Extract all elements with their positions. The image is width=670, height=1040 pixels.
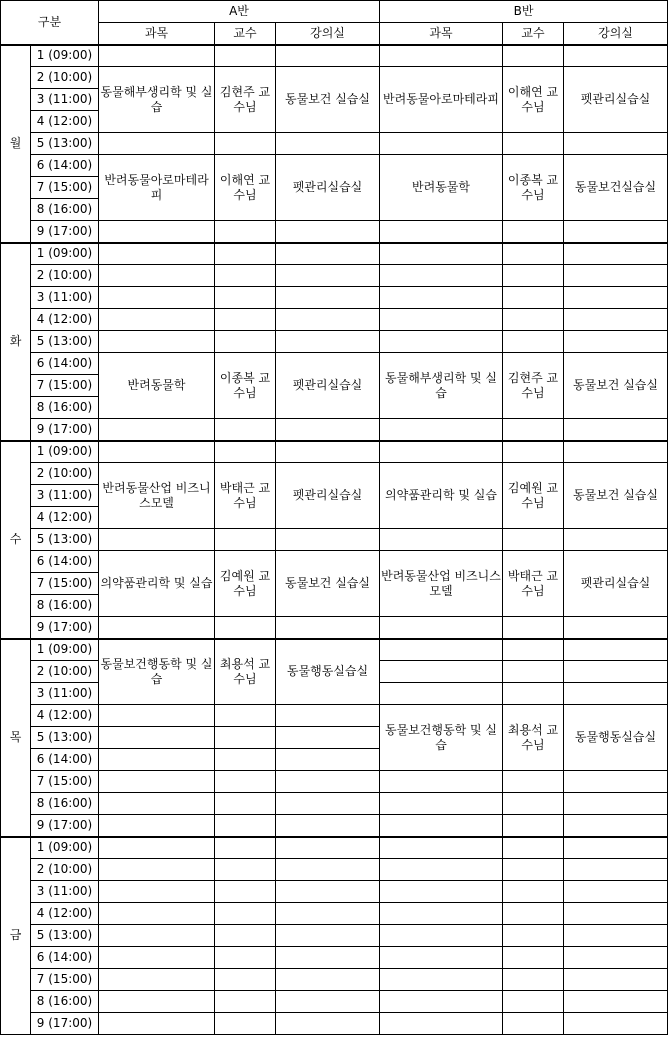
b-professor-cell: 김예원 교수님 xyxy=(503,463,564,529)
time-slot-label: 9 (17:00) xyxy=(31,617,99,639)
b-empty-cell xyxy=(503,947,564,969)
b-subject-cell: 동물보건행동학 및 실습 xyxy=(380,705,503,771)
b-subject-header: 과목 xyxy=(380,23,503,45)
a-subject-cell: 반려동물아로마테라피 xyxy=(99,155,215,221)
a-empty-cell xyxy=(99,881,215,903)
b-empty-cell xyxy=(380,265,503,287)
header-row-columns xyxy=(1,23,668,45)
a-empty-cell xyxy=(276,991,380,1013)
time-slot-label: 6 (14:00) xyxy=(31,155,99,177)
b-room-cell: 동물보건실습실 xyxy=(564,155,668,221)
time-slot-label: 2 (10:00) xyxy=(31,463,99,485)
b-room-cell: 동물보건 실습실 xyxy=(564,463,668,529)
b-empty-cell xyxy=(503,133,564,155)
b-empty-cell xyxy=(564,287,668,309)
a-empty-cell xyxy=(276,837,380,859)
a-empty-cell xyxy=(276,243,380,265)
table-row xyxy=(1,155,668,177)
b-empty-cell xyxy=(564,969,668,991)
b-empty-cell xyxy=(503,771,564,793)
b-empty-cell xyxy=(564,1013,668,1035)
b-empty-cell xyxy=(564,45,668,67)
a-empty-cell xyxy=(276,969,380,991)
table-row xyxy=(1,243,668,265)
table-row xyxy=(1,771,668,793)
b-empty-cell xyxy=(380,969,503,991)
a-empty-cell xyxy=(99,727,215,749)
a-empty-cell xyxy=(276,221,380,243)
a-empty-cell xyxy=(215,771,276,793)
b-empty-cell xyxy=(564,133,668,155)
time-slot-label: 7 (15:00) xyxy=(31,375,99,397)
time-slot-label: 9 (17:00) xyxy=(31,1013,99,1035)
table-row xyxy=(1,617,668,639)
time-slot-label: 4 (12:00) xyxy=(31,111,99,133)
b-empty-cell xyxy=(564,221,668,243)
b-empty-cell xyxy=(503,287,564,309)
a-subject-header: 과목 xyxy=(99,23,215,45)
a-empty-cell xyxy=(276,133,380,155)
a-empty-cell xyxy=(276,903,380,925)
b-empty-cell xyxy=(564,815,668,837)
b-empty-cell xyxy=(564,991,668,1013)
b-subject-cell: 반려동물아로마테라피 xyxy=(380,67,503,133)
table-row xyxy=(1,837,668,859)
a-empty-cell xyxy=(215,793,276,815)
a-empty-cell xyxy=(215,837,276,859)
time-slot-label: 7 (15:00) xyxy=(31,177,99,199)
b-empty-cell xyxy=(503,419,564,441)
b-empty-cell xyxy=(564,309,668,331)
table-row xyxy=(1,67,668,89)
b-professor-cell: 박태근 교수님 xyxy=(503,551,564,617)
a-empty-cell xyxy=(215,287,276,309)
table-row xyxy=(1,287,668,309)
time-slot-label: 5 (13:00) xyxy=(31,331,99,353)
a-empty-cell xyxy=(215,243,276,265)
b-empty-cell xyxy=(503,903,564,925)
b-empty-cell xyxy=(503,837,564,859)
a-empty-cell xyxy=(99,309,215,331)
a-empty-cell xyxy=(99,441,215,463)
b-empty-cell xyxy=(380,441,503,463)
a-empty-cell xyxy=(215,749,276,771)
time-slot-label: 6 (14:00) xyxy=(31,353,99,375)
a-empty-cell xyxy=(276,727,380,749)
time-slot-label: 9 (17:00) xyxy=(31,815,99,837)
b-empty-cell xyxy=(503,309,564,331)
a-empty-cell xyxy=(99,837,215,859)
b-subject-cell: 동물해부생리학 및 실습 xyxy=(380,353,503,419)
table-row xyxy=(1,815,668,837)
a-empty-cell xyxy=(215,529,276,551)
time-slot-label: 4 (12:00) xyxy=(31,705,99,727)
a-empty-cell xyxy=(99,925,215,947)
a-empty-cell xyxy=(99,617,215,639)
a-empty-cell xyxy=(215,859,276,881)
b-empty-cell xyxy=(380,639,503,661)
time-slot-label: 9 (17:00) xyxy=(31,419,99,441)
b-empty-cell xyxy=(564,661,668,683)
b-empty-cell xyxy=(380,287,503,309)
table-row xyxy=(1,529,668,551)
b-empty-cell xyxy=(503,969,564,991)
b-empty-cell xyxy=(503,45,564,67)
b-empty-cell xyxy=(380,45,503,67)
a-empty-cell xyxy=(276,815,380,837)
time-slot-label: 7 (15:00) xyxy=(31,771,99,793)
a-room-cell: 펫관리실습실 xyxy=(276,353,380,419)
day-label: 수 xyxy=(1,441,31,639)
b-room-header: 강의실 xyxy=(564,23,668,45)
a-empty-cell xyxy=(276,419,380,441)
b-room-cell: 동물행동실습실 xyxy=(564,705,668,771)
b-subject-cell: 의약품관리학 및 실습 xyxy=(380,463,503,529)
b-empty-cell xyxy=(564,947,668,969)
time-slot-label: 4 (12:00) xyxy=(31,903,99,925)
b-empty-cell xyxy=(380,221,503,243)
b-empty-cell xyxy=(564,419,668,441)
day-label: 화 xyxy=(1,243,31,441)
time-slot-label: 5 (13:00) xyxy=(31,133,99,155)
b-room-cell: 동물보건 실습실 xyxy=(564,353,668,419)
a-empty-cell xyxy=(99,749,215,771)
a-empty-cell xyxy=(276,287,380,309)
b-empty-cell xyxy=(564,793,668,815)
b-empty-cell xyxy=(564,639,668,661)
a-empty-cell xyxy=(215,331,276,353)
a-empty-cell xyxy=(215,881,276,903)
a-empty-cell xyxy=(99,793,215,815)
b-empty-cell xyxy=(564,243,668,265)
b-empty-cell xyxy=(503,683,564,705)
a-empty-cell xyxy=(276,331,380,353)
time-slot-label: 3 (11:00) xyxy=(31,881,99,903)
time-slot-label: 6 (14:00) xyxy=(31,551,99,573)
day-label: 목 xyxy=(1,639,31,837)
a-professor-cell: 이종복 교수님 xyxy=(215,353,276,419)
time-slot-label: 4 (12:00) xyxy=(31,507,99,529)
time-slot-label: 7 (15:00) xyxy=(31,573,99,595)
a-professor-cell: 김예원 교수님 xyxy=(215,551,276,617)
a-empty-cell xyxy=(99,771,215,793)
a-empty-cell xyxy=(215,925,276,947)
b-empty-cell xyxy=(564,529,668,551)
b-empty-cell xyxy=(503,925,564,947)
a-professor-cell: 최용석 교수님 xyxy=(215,639,276,705)
class-a-header: A반 xyxy=(99,1,380,23)
table-row xyxy=(1,1013,668,1035)
table-row xyxy=(1,419,668,441)
a-empty-cell xyxy=(99,221,215,243)
b-empty-cell xyxy=(503,221,564,243)
time-slot-label: 5 (13:00) xyxy=(31,727,99,749)
a-room-header: 강의실 xyxy=(276,23,380,45)
a-empty-cell xyxy=(215,727,276,749)
a-empty-cell xyxy=(215,265,276,287)
a-empty-cell xyxy=(99,1013,215,1035)
time-slot-label: 2 (10:00) xyxy=(31,67,99,89)
a-empty-cell xyxy=(215,815,276,837)
table-row xyxy=(1,221,668,243)
b-empty-cell xyxy=(380,793,503,815)
b-empty-cell xyxy=(564,331,668,353)
table-row xyxy=(1,133,668,155)
table-row xyxy=(1,441,668,463)
b-empty-cell xyxy=(380,771,503,793)
a-empty-cell xyxy=(99,265,215,287)
time-slot-label: 8 (16:00) xyxy=(31,595,99,617)
a-subject-cell: 동물보건행동학 및 실습 xyxy=(99,639,215,705)
a-empty-cell xyxy=(99,243,215,265)
table-row xyxy=(1,639,668,661)
b-empty-cell xyxy=(380,881,503,903)
a-empty-cell xyxy=(99,815,215,837)
a-empty-cell xyxy=(215,705,276,727)
a-professor-header: 교수 xyxy=(215,23,276,45)
table-row xyxy=(1,991,668,1013)
time-slot-label: 1 (09:00) xyxy=(31,441,99,463)
b-empty-cell xyxy=(380,991,503,1013)
b-empty-cell xyxy=(503,243,564,265)
table-row xyxy=(1,265,668,287)
a-empty-cell xyxy=(276,881,380,903)
b-professor-cell: 이종복 교수님 xyxy=(503,155,564,221)
a-empty-cell xyxy=(99,419,215,441)
table-row xyxy=(1,353,668,375)
a-empty-cell xyxy=(215,969,276,991)
b-empty-cell xyxy=(380,815,503,837)
a-professor-cell: 김현주 교수님 xyxy=(215,67,276,133)
b-empty-cell xyxy=(380,683,503,705)
b-subject-cell: 반려동물학 xyxy=(380,155,503,221)
b-subject-cell: 반려동물산업 비즈니스모델 xyxy=(380,551,503,617)
b-empty-cell xyxy=(564,771,668,793)
time-slot-label: 2 (10:00) xyxy=(31,661,99,683)
a-empty-cell xyxy=(99,529,215,551)
time-slot-label: 6 (14:00) xyxy=(31,947,99,969)
table-row xyxy=(1,705,668,727)
b-empty-cell xyxy=(564,683,668,705)
time-slot-label: 8 (16:00) xyxy=(31,199,99,221)
a-empty-cell xyxy=(276,947,380,969)
table-row xyxy=(1,463,668,485)
a-empty-cell xyxy=(99,947,215,969)
b-empty-cell xyxy=(564,903,668,925)
a-empty-cell xyxy=(215,309,276,331)
time-slot-label: 5 (13:00) xyxy=(31,529,99,551)
a-empty-cell xyxy=(99,45,215,67)
b-empty-cell xyxy=(380,859,503,881)
a-empty-cell xyxy=(99,705,215,727)
b-professor-cell: 김현주 교수님 xyxy=(503,353,564,419)
b-empty-cell xyxy=(380,661,503,683)
b-empty-cell xyxy=(503,441,564,463)
a-empty-cell xyxy=(99,331,215,353)
table-row xyxy=(1,969,668,991)
a-room-cell: 펫관리실습실 xyxy=(276,463,380,529)
time-slot-label: 8 (16:00) xyxy=(31,397,99,419)
b-empty-cell xyxy=(564,617,668,639)
b-empty-cell xyxy=(503,617,564,639)
a-empty-cell xyxy=(215,221,276,243)
b-empty-cell xyxy=(380,1013,503,1035)
b-empty-cell xyxy=(503,1013,564,1035)
a-empty-cell xyxy=(215,133,276,155)
a-room-cell: 동물보건 실습실 xyxy=(276,551,380,617)
a-professor-cell: 이해연 교수님 xyxy=(215,155,276,221)
b-empty-cell xyxy=(503,859,564,881)
a-empty-cell xyxy=(215,1013,276,1035)
b-empty-cell xyxy=(503,815,564,837)
a-empty-cell xyxy=(215,419,276,441)
a-empty-cell xyxy=(99,859,215,881)
corner-label: 구분 xyxy=(1,1,99,45)
b-empty-cell xyxy=(503,639,564,661)
b-empty-cell xyxy=(380,925,503,947)
b-empty-cell xyxy=(564,881,668,903)
a-empty-cell xyxy=(215,441,276,463)
a-empty-cell xyxy=(276,749,380,771)
b-room-cell: 펫관리실습실 xyxy=(564,67,668,133)
a-empty-cell xyxy=(276,529,380,551)
b-empty-cell xyxy=(564,441,668,463)
time-slot-label: 4 (12:00) xyxy=(31,309,99,331)
b-empty-cell xyxy=(380,331,503,353)
a-empty-cell xyxy=(276,45,380,67)
b-empty-cell xyxy=(380,419,503,441)
class-b-header: B반 xyxy=(380,1,668,23)
a-professor-cell: 박태근 교수님 xyxy=(215,463,276,529)
a-empty-cell xyxy=(276,617,380,639)
b-professor-header: 교수 xyxy=(503,23,564,45)
table-row xyxy=(1,793,668,815)
b-empty-cell xyxy=(380,617,503,639)
time-slot-label: 1 (09:00) xyxy=(31,837,99,859)
b-empty-cell xyxy=(380,529,503,551)
a-empty-cell xyxy=(99,969,215,991)
a-room-cell: 동물행동실습실 xyxy=(276,639,380,705)
table-row xyxy=(1,903,668,925)
time-slot-label: 3 (11:00) xyxy=(31,287,99,309)
header-row-classes xyxy=(1,1,668,23)
a-empty-cell xyxy=(215,947,276,969)
time-slot-label: 1 (09:00) xyxy=(31,243,99,265)
time-slot-label: 5 (13:00) xyxy=(31,925,99,947)
time-slot-label: 6 (14:00) xyxy=(31,749,99,771)
b-empty-cell xyxy=(564,265,668,287)
a-empty-cell xyxy=(99,991,215,1013)
b-empty-cell xyxy=(380,837,503,859)
day-label: 월 xyxy=(1,45,31,243)
time-slot-label: 3 (11:00) xyxy=(31,485,99,507)
b-empty-cell xyxy=(503,661,564,683)
time-slot-label: 9 (17:00) xyxy=(31,221,99,243)
a-empty-cell xyxy=(215,45,276,67)
a-empty-cell xyxy=(99,133,215,155)
time-slot-label: 8 (16:00) xyxy=(31,991,99,1013)
a-subject-cell: 반려동물산업 비즈니스모델 xyxy=(99,463,215,529)
time-slot-label: 1 (09:00) xyxy=(31,639,99,661)
a-empty-cell xyxy=(276,925,380,947)
b-empty-cell xyxy=(503,793,564,815)
table-row xyxy=(1,947,668,969)
a-empty-cell xyxy=(99,903,215,925)
table-row xyxy=(1,551,668,573)
time-slot-label: 2 (10:00) xyxy=(31,265,99,287)
a-room-cell: 동물보건 실습실 xyxy=(276,67,380,133)
table-row xyxy=(1,45,668,67)
a-empty-cell xyxy=(276,793,380,815)
a-empty-cell xyxy=(276,441,380,463)
time-slot-label: 2 (10:00) xyxy=(31,859,99,881)
table-row xyxy=(1,859,668,881)
a-subject-cell: 의약품관리학 및 실습 xyxy=(99,551,215,617)
b-empty-cell xyxy=(380,243,503,265)
b-professor-cell: 최용석 교수님 xyxy=(503,705,564,771)
b-empty-cell xyxy=(503,265,564,287)
time-slot-label: 3 (11:00) xyxy=(31,89,99,111)
a-empty-cell xyxy=(215,991,276,1013)
time-slot-label: 1 (09:00) xyxy=(31,45,99,67)
b-empty-cell xyxy=(564,859,668,881)
a-subject-cell: 반려동물학 xyxy=(99,353,215,419)
time-slot-label: 8 (16:00) xyxy=(31,793,99,815)
a-empty-cell xyxy=(99,287,215,309)
a-empty-cell xyxy=(276,859,380,881)
a-empty-cell xyxy=(276,705,380,727)
a-empty-cell xyxy=(276,771,380,793)
b-empty-cell xyxy=(380,903,503,925)
b-room-cell: 펫관리실습실 xyxy=(564,551,668,617)
day-label: 금 xyxy=(1,837,31,1035)
b-professor-cell: 이해연 교수님 xyxy=(503,67,564,133)
a-empty-cell xyxy=(215,903,276,925)
table-row xyxy=(1,309,668,331)
table-row xyxy=(1,331,668,353)
time-slot-label: 3 (11:00) xyxy=(31,683,99,705)
time-slot-label: 7 (15:00) xyxy=(31,969,99,991)
b-empty-cell xyxy=(380,947,503,969)
a-empty-cell xyxy=(276,309,380,331)
b-empty-cell xyxy=(503,331,564,353)
b-empty-cell xyxy=(503,991,564,1013)
a-empty-cell xyxy=(215,617,276,639)
b-empty-cell xyxy=(380,309,503,331)
a-room-cell: 펫관리실습실 xyxy=(276,155,380,221)
a-empty-cell xyxy=(276,1013,380,1035)
b-empty-cell xyxy=(380,133,503,155)
b-empty-cell xyxy=(503,529,564,551)
b-empty-cell xyxy=(564,925,668,947)
b-empty-cell xyxy=(503,881,564,903)
a-subject-cell: 동물해부생리학 및 실습 xyxy=(99,67,215,133)
table-row xyxy=(1,925,668,947)
table-row xyxy=(1,881,668,903)
a-empty-cell xyxy=(276,265,380,287)
b-empty-cell xyxy=(564,837,668,859)
